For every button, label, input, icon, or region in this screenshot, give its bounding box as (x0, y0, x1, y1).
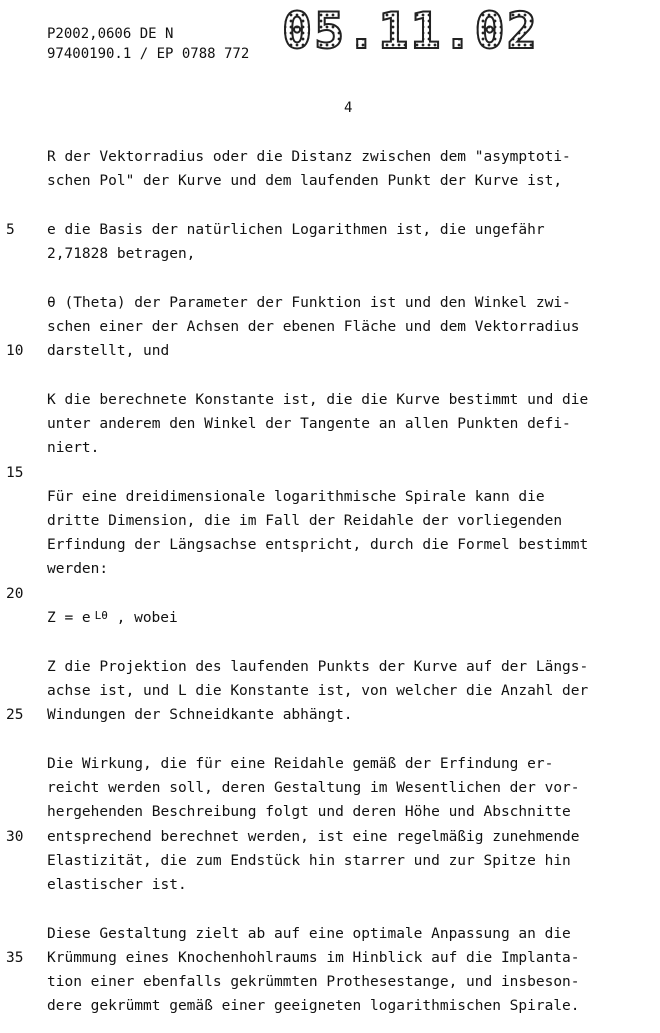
formula (47, 611, 178, 626)
formula-base: Z = e (47, 610, 91, 626)
text-line: elastischer ist. (47, 877, 187, 893)
formula-exponent: Lθ (94, 609, 108, 622)
text-line: schen einer der Achsen der ebenen Fläche und dem Vektorradius (47, 319, 580, 335)
line-number: 15 (6, 465, 24, 481)
date-stamp: 05.11.02 (282, 2, 539, 60)
line-number: 5 (6, 222, 15, 238)
text-line: werden: (47, 561, 109, 577)
text-line: darstellt, und (47, 343, 170, 359)
text-line: K die berechnete Konstante ist, die die Kurve bestimmt und die (47, 392, 589, 408)
text-line: achse ist, und L die Konstante ist, von welcher die Anzahl der (47, 683, 589, 699)
text-line: dere gekrümmt gemäß einer geeigneten logarithmischen Spirale. (47, 998, 580, 1014)
line-number: 35 (6, 950, 24, 966)
text-line: θ (Theta) der Parameter der Funktion ist und den Winkel zwi- (47, 295, 571, 311)
text-line: hergehenden Beschreibung folgt und deren Höhe und Abschnitte (47, 804, 571, 820)
text-line: Erfindung der Längsachse entspricht, durch die Formel bestimmt (47, 537, 589, 553)
text-line: R der Vektorradius oder die Distanz zwischen dem "asymptoti- (47, 149, 571, 165)
page-number: 4 (344, 100, 353, 116)
line-number: 10 (6, 343, 24, 359)
text-line: Elastizität, die zum Endstück hin starrer und zur Spitze hin (47, 853, 571, 869)
line-number: 25 (6, 707, 24, 723)
formula-suffix: , wobei (116, 610, 178, 626)
text-line: entsprechend berechnet werden, ist eine regelmäßig zunehmende (47, 829, 580, 845)
reference-line-2: 97400190.1 / EP 0788 772 (47, 46, 250, 62)
text-line: niert. (47, 440, 100, 456)
text-line: e die Basis der natürlichen Logarithmen ist, die ungefähr (47, 222, 545, 238)
text-line: Die Wirkung, die für eine Reidahle gemäß der Erfindung er- (47, 756, 554, 772)
text-line: Diese Gestaltung zielt ab auf eine optimale Anpassung an die (47, 926, 571, 942)
text-line: unter anderem den Winkel der Tangente an allen Punkten defi- (47, 416, 571, 432)
line-number: 20 (6, 586, 24, 602)
text-line: Z die Projektion des laufenden Punkts der Kurve auf der Längs- (47, 659, 589, 675)
text-line: reicht werden soll, deren Gestaltung im Wesentlichen der vor- (47, 780, 580, 796)
text-line: Für eine dreidimensionale logarithmische Spirale kann die (47, 489, 545, 505)
text-line: tion einer ebenfalls gekrümmten Prothesestange, und insbeson- (47, 974, 580, 990)
reference-line-1: P2002,0606 DE N (47, 26, 174, 42)
text-line: dritte Dimension, die im Fall der Reidahle der vorliegenden (47, 513, 563, 529)
text-line: schen Pol" der Kurve und dem laufenden Punkt der Kurve ist, (47, 173, 563, 189)
line-number: 30 (6, 829, 24, 845)
text-line: Windungen der Schneidkante abhängt. (47, 707, 353, 723)
text-line: 2,71828 betragen, (47, 246, 196, 262)
text-line: Krümmung eines Knochenhohlraums im Hinblick auf die Implanta- (47, 950, 580, 966)
